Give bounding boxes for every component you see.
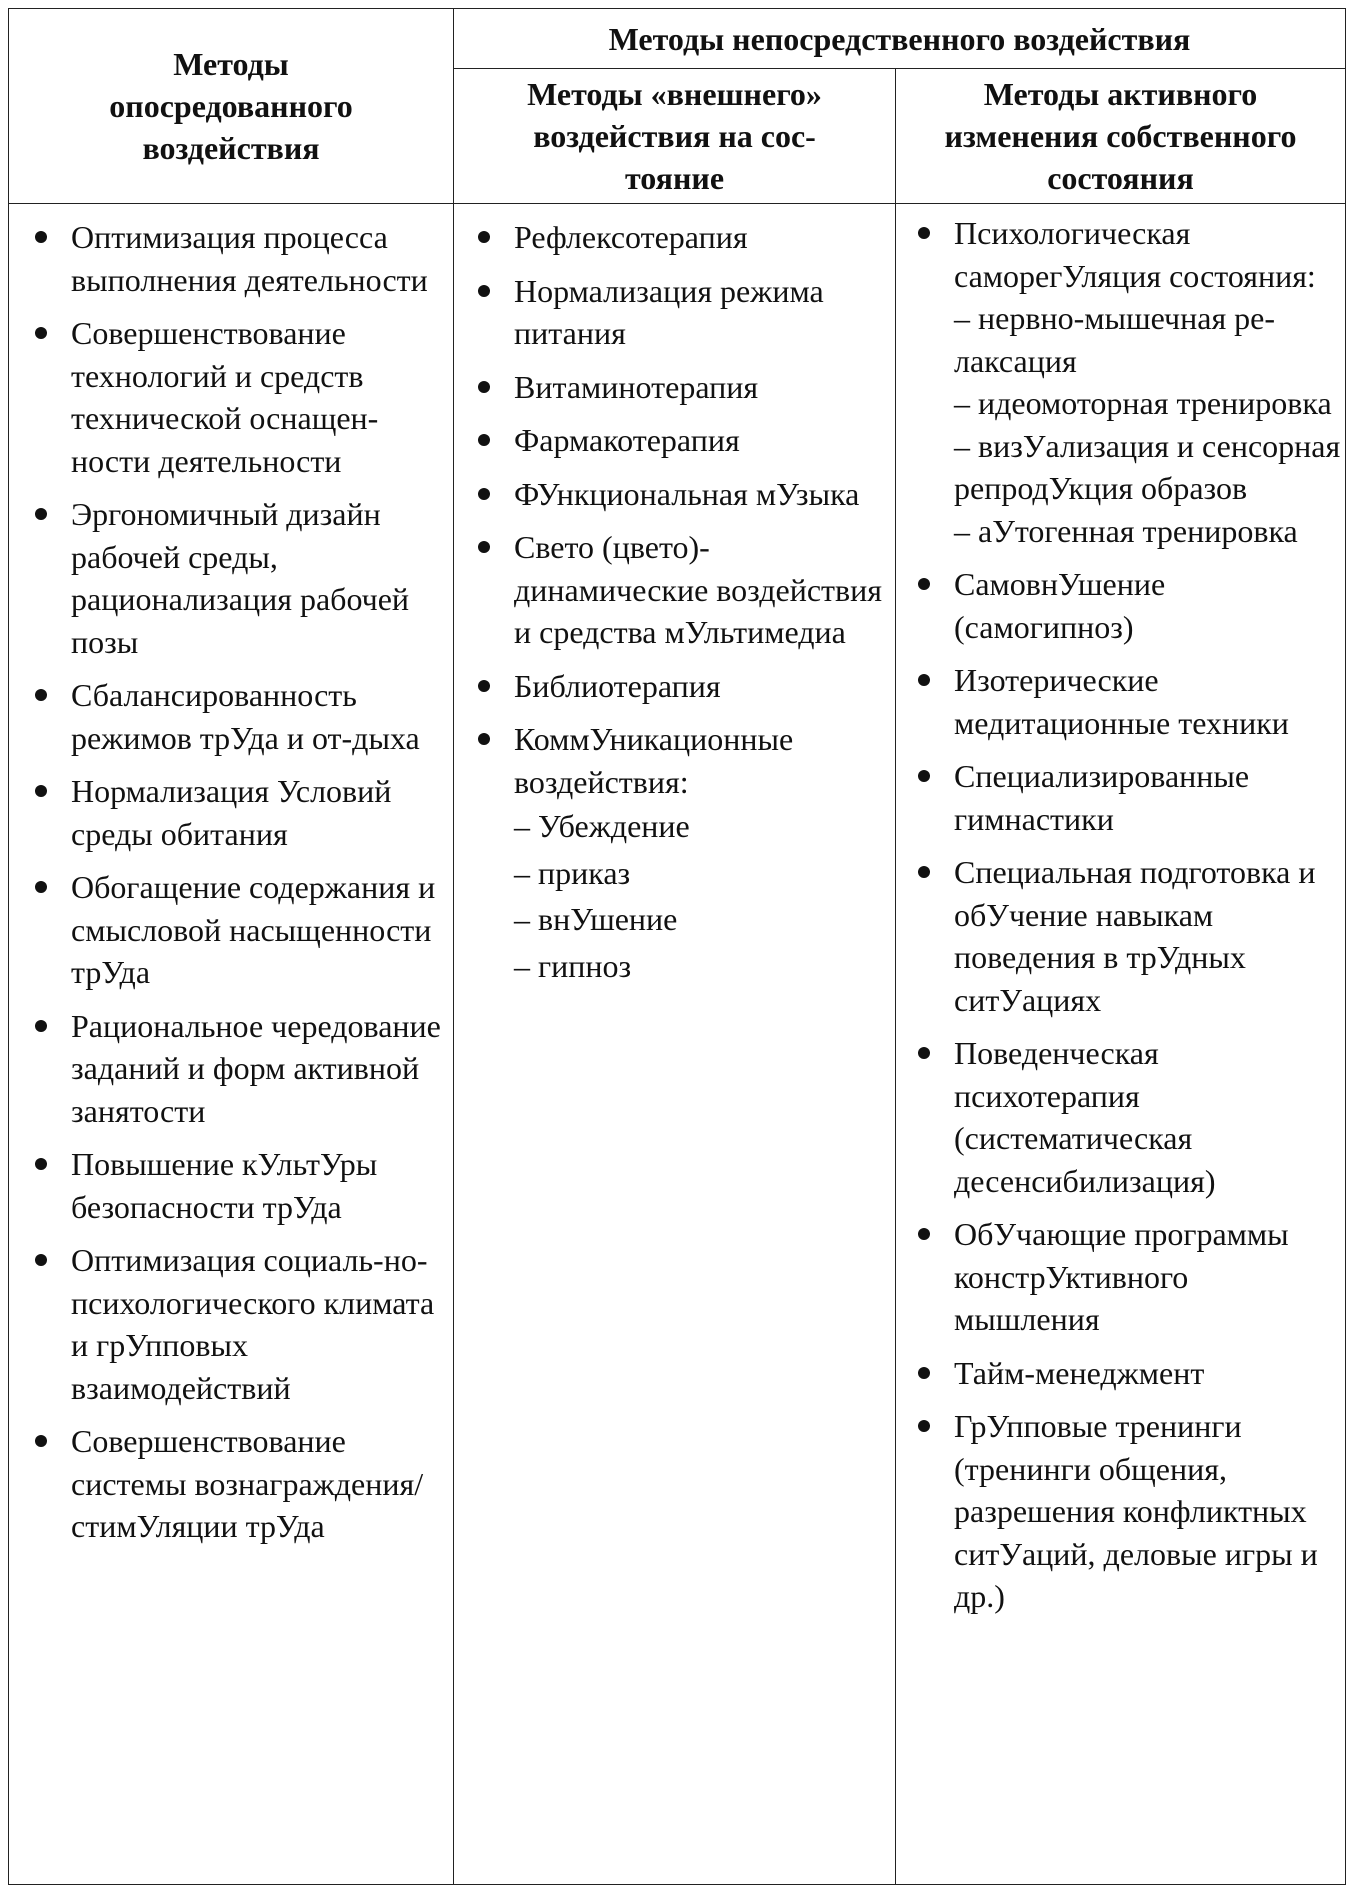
active-methods-list	[914, 212, 1341, 1618]
list-item-label: КоммУникационные воздействия:	[514, 721, 794, 800]
header-active-methods: Методы активного изменения собственного состояния	[896, 69, 1346, 204]
sub-item: – идеомоторная тренировка	[954, 385, 1332, 421]
list-item: СамовнУшение (самогипноз)	[914, 563, 1341, 648]
external-methods-cell	[454, 204, 896, 1885]
indirect-methods-cell	[9, 204, 454, 1885]
sub-item: – визУализация и сенсорная репродУкция образов	[954, 427, 1341, 506]
list-item: Нормализация Условий среды обитания	[31, 770, 449, 855]
list-item: ОбУчающие программы констрУктивного мышления	[914, 1213, 1341, 1341]
header-direct-methods: Методы непосредственного воздействия	[454, 9, 1346, 69]
header-indirect-methods: Методы опосредованного воздействия	[9, 9, 454, 204]
sub-item: – гипноз	[514, 947, 632, 984]
list-item: Рациональное чередование заданий и форм активной занятости	[31, 1005, 449, 1133]
sub-item: – внУшение	[514, 901, 678, 937]
list-item-communication	[474, 718, 893, 989]
list-item: Специальная подготовка и обУчение навыкам поведения в трУдных ситУациях	[914, 851, 1341, 1021]
sub-item: – приказ	[514, 854, 631, 891]
sub-item: – нервно-мышечная ре-лаксация	[954, 300, 1276, 379]
list-item: Специализированные гимнастики	[914, 755, 1341, 840]
sub-item: – Убеждение	[514, 808, 690, 844]
header-row-1	[9, 9, 1346, 69]
sub-item: – аУтогенная тренировка	[954, 512, 1298, 549]
methods-table	[8, 8, 1346, 1885]
list-item: Библиотерапия	[474, 665, 893, 708]
list-item: Рефлексотерапия	[474, 216, 893, 259]
list-item: Оптимизация социаль-но-психологического климата и грУпповых взаимодействий	[31, 1239, 449, 1409]
list-item: Совершенствование технологий и средств технической оснащен-ности деятельности	[31, 312, 449, 482]
list-item: Витаминотерапия	[474, 366, 893, 409]
list-item: Фармакотерапия	[474, 419, 893, 462]
list-item: Сбалансированность режимов трУда и от-дыха	[31, 674, 449, 759]
active-methods-cell	[896, 204, 1346, 1885]
list-item: Нормализация режима питания	[474, 270, 893, 355]
list-item: Оптимизация процесса выполнения деятельности	[31, 216, 449, 301]
list-item: Обогащение содержания и смысловой насыщенности трУда	[31, 866, 449, 994]
list-item: Повышение кУльтУры безопасности трУда	[31, 1143, 449, 1228]
list-item: Эргономичный дизайн рабочей среды, рационализация рабочей позы	[31, 493, 449, 663]
external-methods-list	[474, 216, 893, 989]
indirect-methods-list	[31, 216, 449, 1548]
content-row	[9, 204, 1346, 1885]
list-item: Тайм-менеджмент	[914, 1352, 1341, 1395]
list-item: Свето (цвето)-динамические воздействия и средства мУльтимедиа	[474, 526, 893, 654]
list-item: Поведенческая психотерапия (систематическая десенсибилизация)	[914, 1032, 1341, 1202]
list-item: Совершенствование системы вознаграждения/ стимУляции трУда	[31, 1420, 449, 1548]
list-item-label: Психологическая саморегУляция состояния:	[954, 215, 1316, 294]
list-item: Изотерические медитационные техники	[914, 659, 1341, 744]
list-item-self-regulation	[914, 212, 1341, 552]
header-external-methods: Методы «внешнего» воздействия на сос-тояние	[454, 69, 896, 204]
list-item: ФУнкциональная мУзыка	[474, 473, 893, 516]
list-item: ГрУпповые тренинги (тренинги общения, разрешения конфликтных ситУаций, деловые игры и др.)	[914, 1405, 1341, 1618]
